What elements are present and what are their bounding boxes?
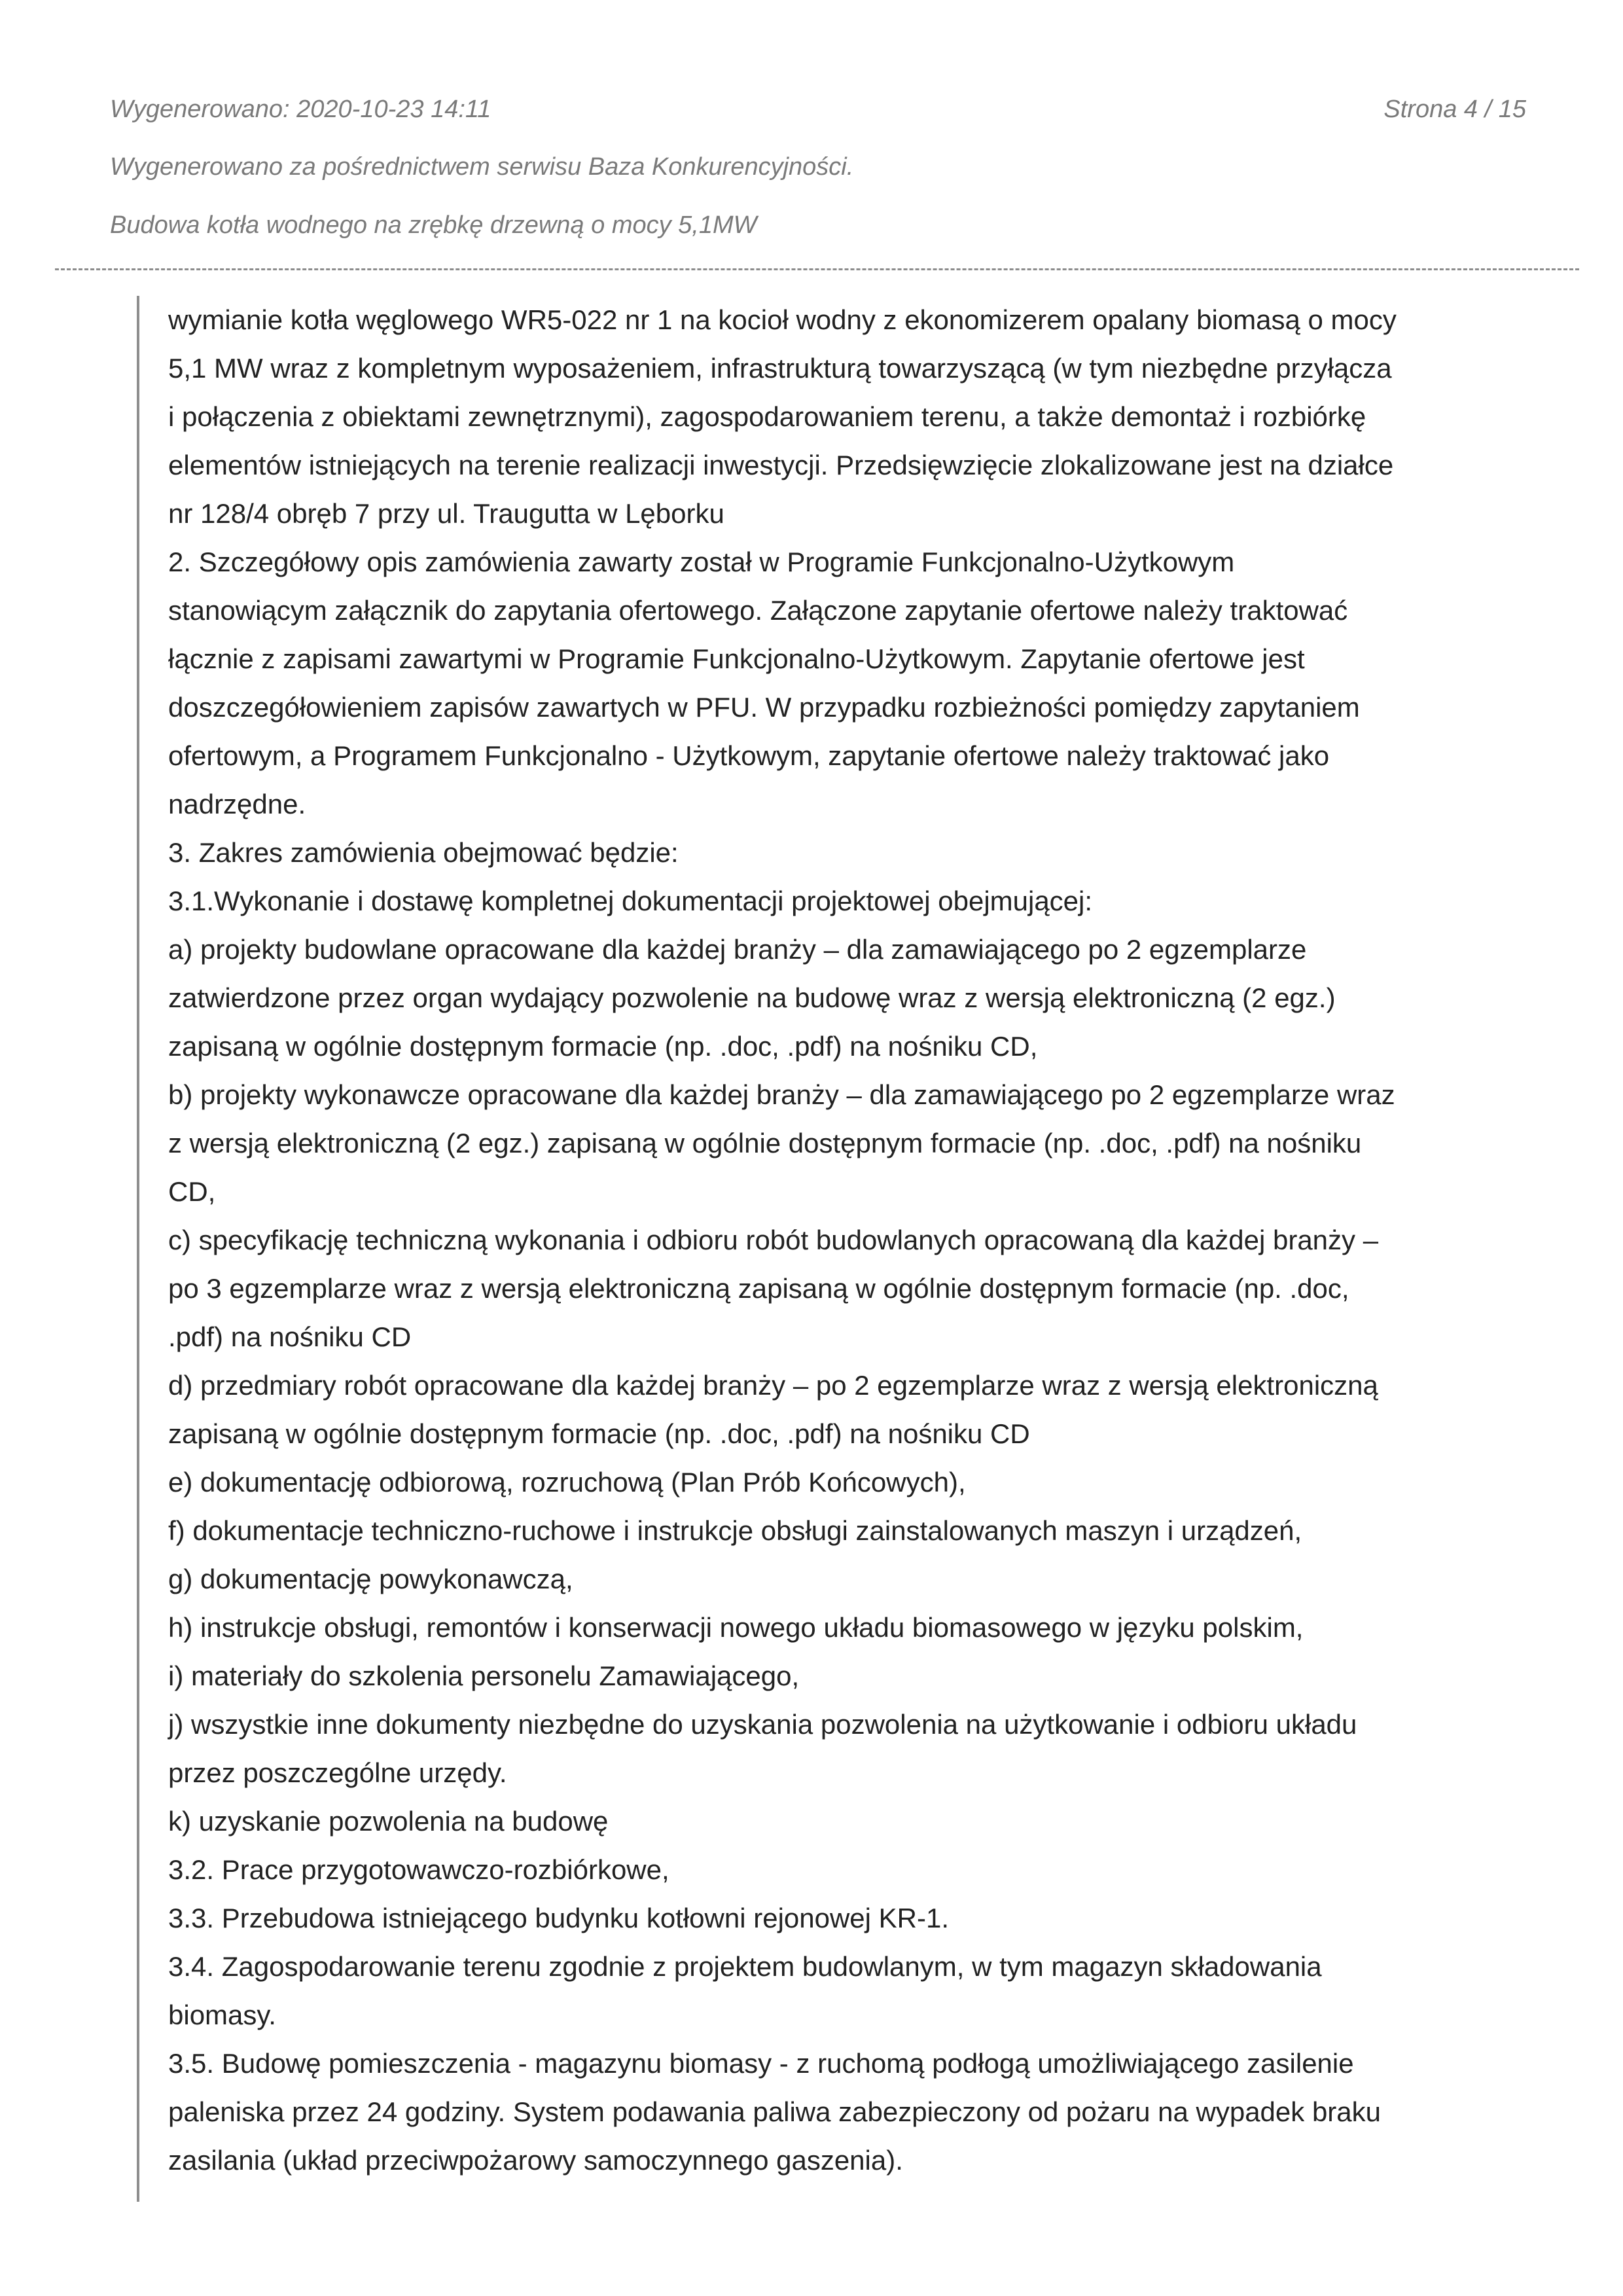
body-text-line: 3.2. Prace przygotowawczo-rozbiórkowe, [168,1854,669,1885]
body-text-line: 3.4. Zagospodarowanie terenu zgodnie z projektem budowlanym, w tym magazyn składowania [168,1951,1322,1982]
body-text-line: po 3 egzemplarze wraz z wersją elektroniczną zapisaną w ogólnie dostępnym formacie (np. .doc, [168,1273,1349,1304]
body-text-line: c) specyfikację techniczną wykonania i odbioru robót budowlanych opracowaną dla każdej branży – [168,1225,1379,1255]
body-text-line: zapisaną w ogólnie dostępnym formacie (np. .doc, .pdf) na nośniku CD [168,1418,1030,1449]
body-text-line: elementów istniejących na terenie realizacji inwestycji. Przedsięwzięcie zlokalizowane jest na działce [168,450,1394,480]
content-left-border [137,296,139,2202]
body-text-line: 5,1 MW wraz z kompletnym wyposażeniem, infrastrukturą towarzyszącą (w tym niezbędne przyłącza [168,353,1392,384]
body-text-line: zasilania (układ przeciwpożarowy samoczynnego gaszenia). [168,2145,903,2176]
header-separator [55,268,1579,270]
body-text-line: doszczegółowieniem zapisów zawartych w PFU. W przypadku rozbieżności pomiędzy zapytaniem [168,692,1360,723]
body-text-line: e) dokumentację odbiorową, rozruchową (Plan Prób Końcowych), [168,1467,966,1498]
body-text-line: z wersją elektroniczną (2 egz.) zapisaną w ogólnie dostępnym formacie (np. .doc, .pdf) na nośniku [168,1128,1362,1158]
body-text-line: i połączenia z obiektami zewnętrznymi), zagospodarowaniem terenu, a także demontaż i rozbiórkę [168,401,1366,432]
body-text-line: łącznie z zapisami zawartymi w Programie Funkcjonalno-Użytkowym. Zapytanie ofertowe jest [168,643,1305,674]
body-text-line: nr 128/4 obręb 7 przy ul. Traugutta w Lęborku [168,498,724,529]
document-body [168,296,1510,2185]
body-text-line: i) materiały do szkolenia personelu Zamawiającego, [168,1660,800,1691]
body-text-line: j) wszystkie inne dokumenty niezbędne do uzyskania pozwolenia na użytkowanie i odbioru układu [168,1709,1357,1740]
body-text-line: k) uzyskanie pozwolenia na budowę [168,1806,609,1837]
body-text-line: 3.5. Budowę pomieszczenia - magazynu biomasy - z ruchomą podłogą umożliwiającego zasilenie [168,2048,1354,2079]
body-text-line: zatwierdzone przez organ wydający pozwolenie na budowę wraz z wersją elektroniczną (2 egz.) [168,982,1336,1013]
body-text-line: d) przedmiary robót opracowane dla każdej branży – po 2 egzemplarze wraz z wersją elektroniczną [168,1370,1378,1401]
page-number: Strona 4 / 15 [1383,96,1526,123]
body-text-line: zapisaną w ogólnie dostępnym formacie (np. .doc, .pdf) na nośniku CD, [168,1031,1038,1062]
body-text-line: przez poszczególne urzędy. [168,1757,507,1788]
body-text-line: f) dokumentacje techniczno-ruchowe i instrukcje obsługi zainstalowanych maszyn i urządzeń, [168,1515,1302,1546]
body-text-line: wymianie kotła węglowego WR5-022 nr 1 na kocioł wodny z ekonomizerem opalany biomasą o mocy [168,304,1397,335]
body-text-line: .pdf) na nośniku CD [168,1321,412,1352]
document-subject: Budowa kotła wodnego na zrębkę drzewną o mocy 5,1MW [110,211,757,239]
body-text-line: h) instrukcje obsługi, remontów i konserwacji nowego układu biomasowego w języku polskim, [168,1612,1304,1643]
body-text-line: a) projekty budowlane opracowane dla każdej branży – dla zamawiającego po 2 egzemplarze [168,934,1307,965]
body-text-line: ofertowym, a Programem Funkcjonalno - Użytkowym, zapytanie ofertowe należy traktować jako [168,740,1330,771]
body-text-line: g) dokumentację powykonawczą, [168,1564,573,1594]
body-text-line: 2. Szczegółowy opis zamówienia zawarty został w Programie Funkcjonalno-Użytkowym [168,547,1235,577]
body-text-line: 3. Zakres zamówienia obejmować będzie: [168,837,679,868]
body-text-line: 3.3. Przebudowa istniejącego budynku kotłowni rejonowej KR-1. [168,1903,950,1933]
body-text-line: stanowiącym załącznik do zapytania ofertowego. Załączone zapytanie ofertowe należy traktować [168,595,1348,626]
body-text-line: 3.1.Wykonanie i dostawę kompletnej dokumentacji projektowej obejmującej: [168,886,1093,916]
body-text-line: CD, [168,1176,216,1207]
body-text-line: paleniska przez 24 godziny. System podawania paliwa zabezpieczony od pożaru na wypadek braku [168,2096,1382,2127]
generated-via-note: Wygenerowano za pośrednictwem serwisu Baza Konkurencyjności. [110,153,854,181]
body-text-line: b) projekty wykonawcze opracowane dla każdej branży – dla zamawiającego po 2 egzemplarze wraz [168,1079,1395,1110]
generated-timestamp: Wygenerowano: 2020-10-23 14:11 [110,96,491,123]
body-text-line: biomasy. [168,2000,276,2030]
body-text-line: nadrzędne. [168,789,306,819]
